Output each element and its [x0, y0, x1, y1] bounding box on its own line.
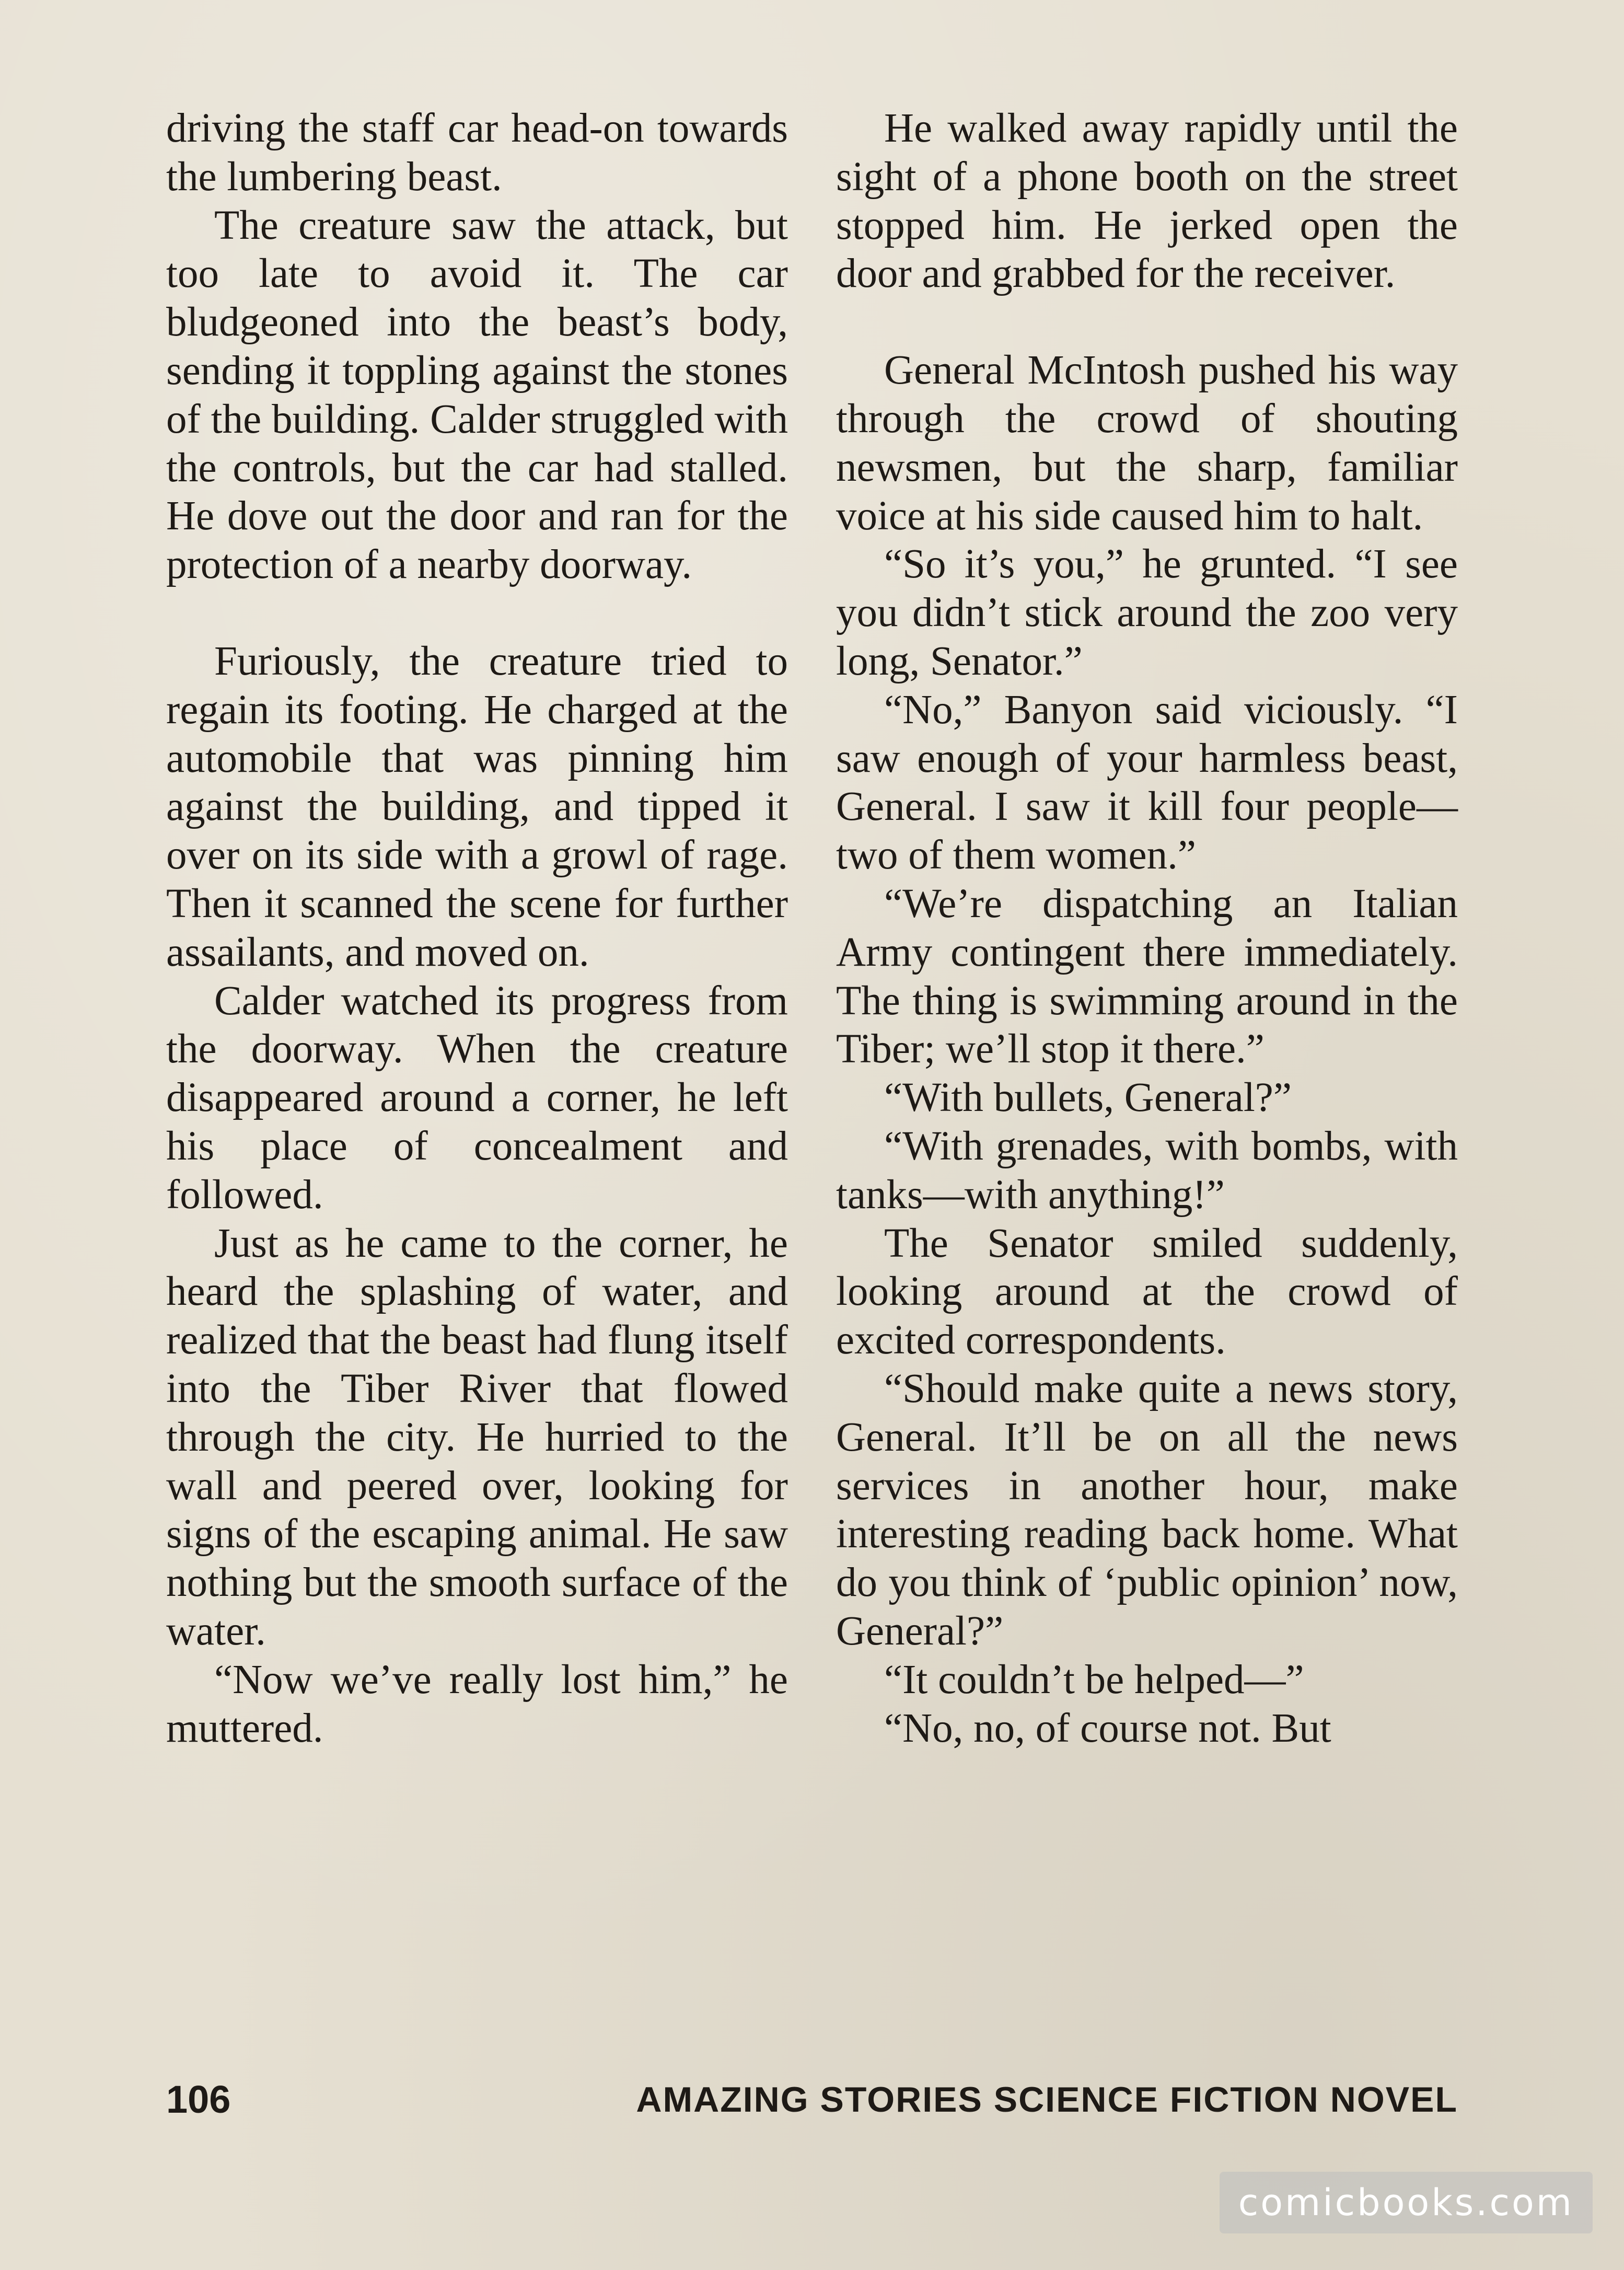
paragraph: driving the staff car head-on towards the lumbering beast.: [166, 106, 788, 200]
paragraph: Calder watched its progress from the doorway. When the creature disappeared around a corner, he left his place of concealment and followed.: [166, 978, 788, 1218]
left-text-column: [166, 105, 788, 1753]
paragraph: “With grenades, with bombs, with tanks—with anything!”: [836, 1123, 1458, 1218]
paragraph: “It couldn’t be helped—”: [884, 1657, 1304, 1702]
paragraph: “Should make quite a news story, General. It’ll be on all the news services in another hour, make interesting reading back home. What do you think of ‘public opinion’ now, General?”: [836, 1365, 1458, 1654]
paragraph: General McIntosh pushed his way through the crowd of shouting newsmen, but the sharp, familiar voice at his side caused him to halt.: [836, 348, 1458, 539]
paragraph: He walked away rapidly until the sight of a phone booth on the street stopped him. He jerked open the door and grabbed for the receiver.: [836, 106, 1458, 297]
page-footer: [166, 2077, 1458, 2129]
paragraph: “Now we’ve really lost him,” he muttered.: [166, 1657, 788, 1751]
paragraph: The Senator smiled suddenly, looking around at the crowd of excited correspondents.: [836, 1220, 1458, 1363]
paragraph: “So it’s you,” he grunted. “I see you didn’t stick around the zoo very long, Senator.”: [836, 541, 1458, 684]
paragraph: “We’re dispatching an Italian Army contingent there immediately. The thing is swimming around in the Tiber; we’ll stop it there.”: [836, 881, 1458, 1072]
paragraph: “No, no, of course not. But: [884, 1705, 1331, 1751]
paragraph: “With bullets, General?”: [884, 1075, 1292, 1121]
page-number: 106: [166, 2078, 231, 2121]
paragraph: Just as he came to the corner, he heard the splashing of water, and realized that the beast had flung itself into the Tiber River that flowed through the city. He hurried to the wall and peered over, looking for signs of the escaping animal. He saw nothing but the smooth surface of the water.: [166, 1220, 788, 1654]
running-title: AMAZING STORIES SCIENCE FICTION NOVEL: [636, 2080, 1458, 2120]
watermark: comicbooks.com: [1220, 2172, 1593, 2233]
paragraph: Furiously, the creature tried to regain its footing. He charged at the automobile that was pinning him against the building, and tipped it over on its side with a growl of rage. Then it scanned the scene for further assailants, and moved on.: [166, 638, 788, 975]
paragraph: “No,” Banyon said viciously. “I saw enough of your harmless beast, General. I saw it kill four people—two of them women.”: [836, 687, 1458, 878]
paragraph: The creature saw the attack, but too late to avoid it. The car bludgeoned into the beast’s body, sending it toppling against the stones of the building. Calder struggled with the controls, but the car had stalled. He dove out the door and ran for the protection of a nearby doorway.: [166, 202, 788, 588]
right-text-column: [836, 105, 1458, 1753]
